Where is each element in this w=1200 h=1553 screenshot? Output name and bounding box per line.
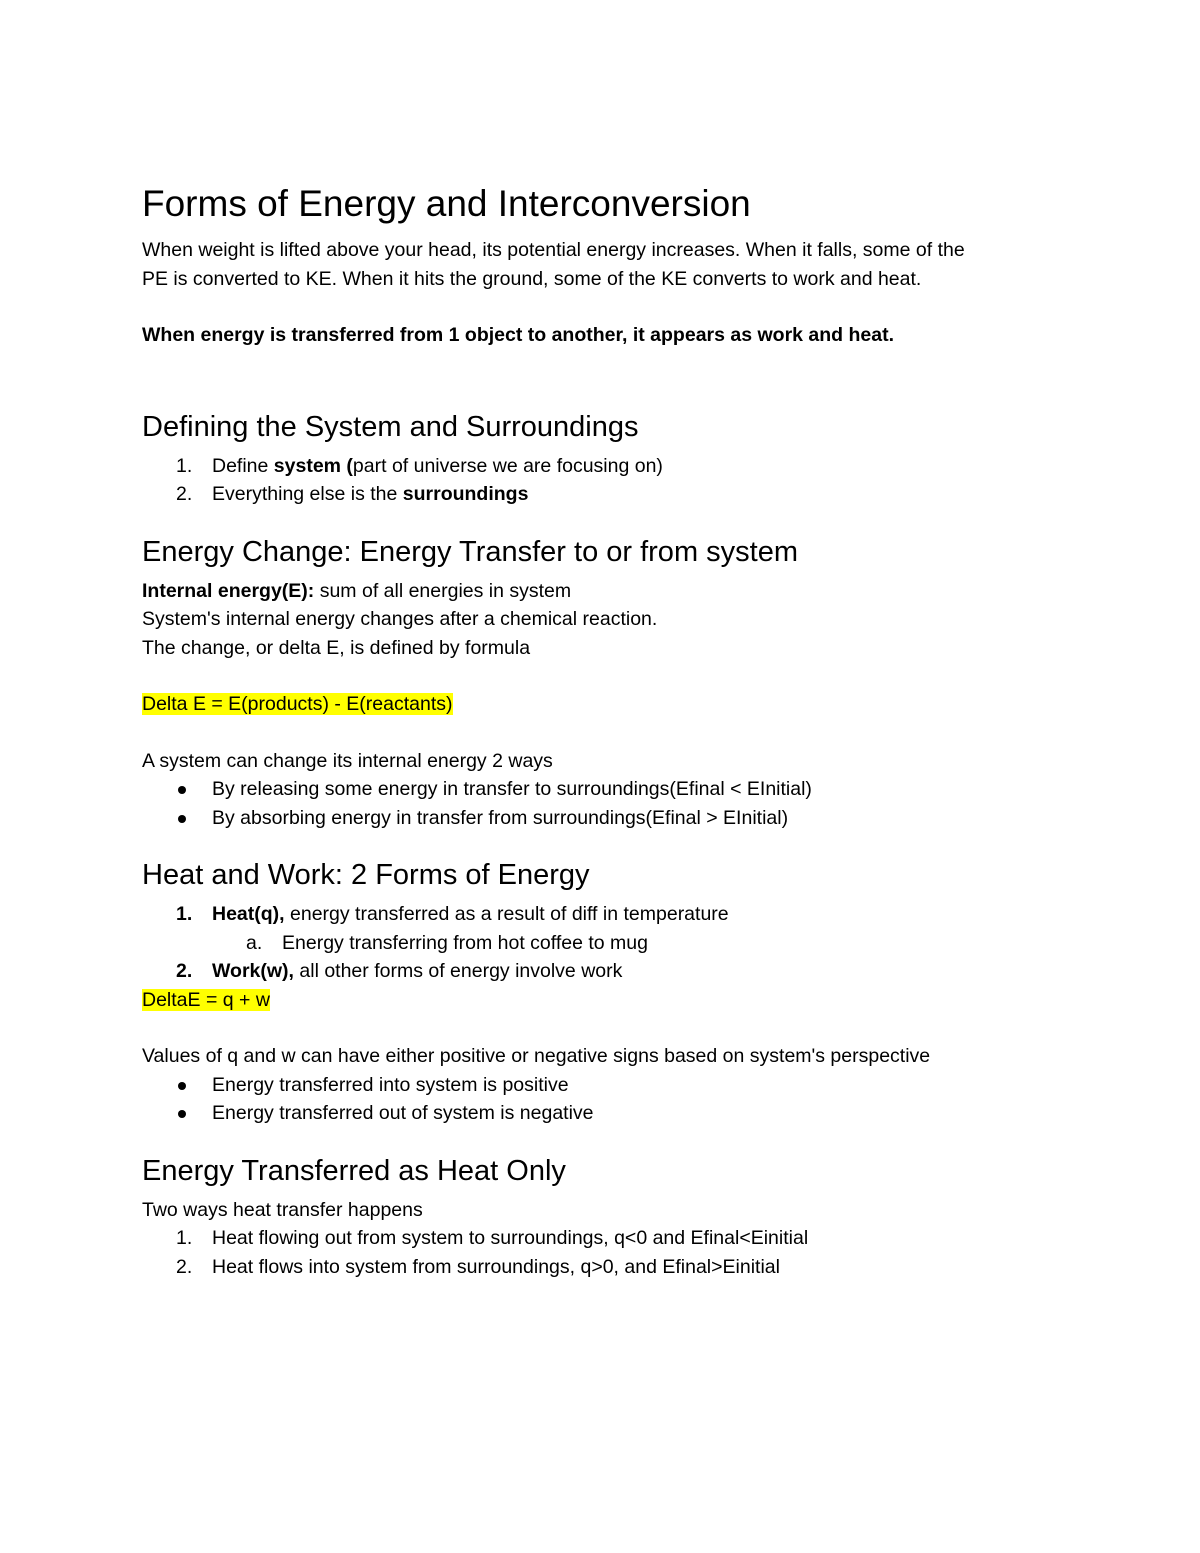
- list-item-text: Everything else is the: [212, 483, 403, 505]
- list-item: [142, 452, 1072, 481]
- intro-line-2: PE is converted to KE. When it hits the ground, some of the KE converts to work and heat.: [142, 267, 922, 290]
- spacer: [142, 1014, 1072, 1042]
- list-item-text: Energy transferring from hot coffee to mug: [282, 931, 648, 954]
- list-marker: 2.: [176, 483, 193, 505]
- list-item: [142, 804, 1072, 833]
- page-title: Forms of Energy and Interconversion: [142, 183, 751, 224]
- list-item: [142, 1099, 1072, 1128]
- highlighted-formula: Delta E = E(products) - E(reactants): [142, 693, 453, 715]
- document-page: [142, 180, 1072, 1281]
- bullet-icon: [178, 815, 186, 823]
- spacer: [142, 719, 1072, 747]
- internal-energy-text: sum of all energies in system: [314, 579, 572, 602]
- ways-intro: A system can change its internal energy 2 ways: [142, 749, 553, 772]
- heatonly-intro: Two ways heat transfer happens: [142, 1198, 423, 1221]
- formula-line: [142, 986, 1072, 1015]
- internal-energy-line: [142, 577, 1072, 606]
- list-marker: 2.: [176, 960, 193, 982]
- internal-energy-label: Internal energy(E):: [142, 579, 315, 602]
- list-item-bold: Heat(q),: [212, 903, 285, 925]
- bullet-icon: [178, 786, 186, 794]
- list-item-bold: system (: [273, 454, 353, 477]
- list-item-text: part of universe we are focusing on): [352, 454, 663, 477]
- list-item-text: Energy transferred out of system is negative: [212, 1102, 594, 1124]
- highlighted-formula: DeltaE = q + w: [142, 988, 270, 1011]
- list-marker: 1.: [176, 454, 193, 477]
- intro-line-1: When weight is lifted above your head, its potential energy increases. When it falls, some of the: [142, 239, 965, 261]
- list-marker: 1.: [176, 1227, 193, 1249]
- section-heading-system: Defining the System and Surroundings: [142, 410, 639, 443]
- ways-list: [142, 775, 1072, 832]
- list-item: [142, 775, 1072, 804]
- section-heading-heatonly: Energy Transferred as Heat Only: [142, 1154, 566, 1187]
- bold-statement: When energy is transferred from 1 object to another, it appears as work and heat.: [142, 324, 895, 346]
- spacer: [142, 509, 1072, 533]
- spacer: [142, 350, 1072, 408]
- formula-line: [142, 690, 1072, 719]
- list-item-bold: surroundings: [402, 483, 529, 505]
- sub-list-item: [142, 929, 1072, 958]
- list-item-text: Heat flows into system from surroundings, q>0, and Efinal>Einitial: [212, 1255, 780, 1278]
- list-item-bold: Work(w),: [212, 960, 294, 982]
- list-marker: a.: [246, 931, 263, 954]
- signs-intro: Values of q and w can have either positive or negative signs based on system's perspective: [142, 1045, 931, 1067]
- bullet-icon: [178, 1110, 186, 1118]
- bullet-icon: [178, 1082, 186, 1090]
- system-list: [142, 452, 1072, 509]
- list-item: [142, 1253, 1072, 1282]
- list-item: [142, 480, 1072, 509]
- list-item: [142, 900, 1072, 929]
- spacer: [142, 1128, 1072, 1152]
- section-heading-heatwork: Heat and Work: 2 Forms of Energy: [142, 859, 590, 891]
- list-marker: 1.: [176, 903, 193, 925]
- list-item: [142, 1224, 1072, 1253]
- list-item-text: By releasing some energy in transfer to surroundings(Efinal < EInitial): [212, 778, 812, 800]
- list-item-text: Heat flowing out from system to surroundings, q<0 and Efinal<Einitial: [212, 1227, 809, 1249]
- change-line-2: System's internal energy changes after a chemical reaction.: [142, 608, 658, 630]
- signs-list: [142, 1071, 1072, 1128]
- list-item-text: By absorbing energy in transfer from surroundings(Efinal > EInitial): [212, 806, 789, 829]
- list-item: [142, 1071, 1072, 1100]
- list-marker: 2.: [176, 1255, 193, 1278]
- spacer: [142, 662, 1072, 690]
- spacer: [142, 832, 1072, 856]
- change-line-3: The change, or delta E, is defined by formula: [142, 636, 531, 659]
- section-heading-change: Energy Change: Energy Transfer to or from system: [142, 535, 798, 568]
- list-item: [142, 957, 1072, 986]
- spacer: [142, 293, 1072, 321]
- heatonly-list: [142, 1224, 1072, 1281]
- list-item-text: Define: [212, 454, 274, 477]
- heatwork-list: [142, 900, 1072, 986]
- list-item-text: energy transferred as a result of diff in temperature: [284, 903, 729, 925]
- list-item-text: Energy transferred into system is positive: [212, 1073, 569, 1096]
- list-item-text: all other forms of energy involve work: [293, 960, 623, 982]
